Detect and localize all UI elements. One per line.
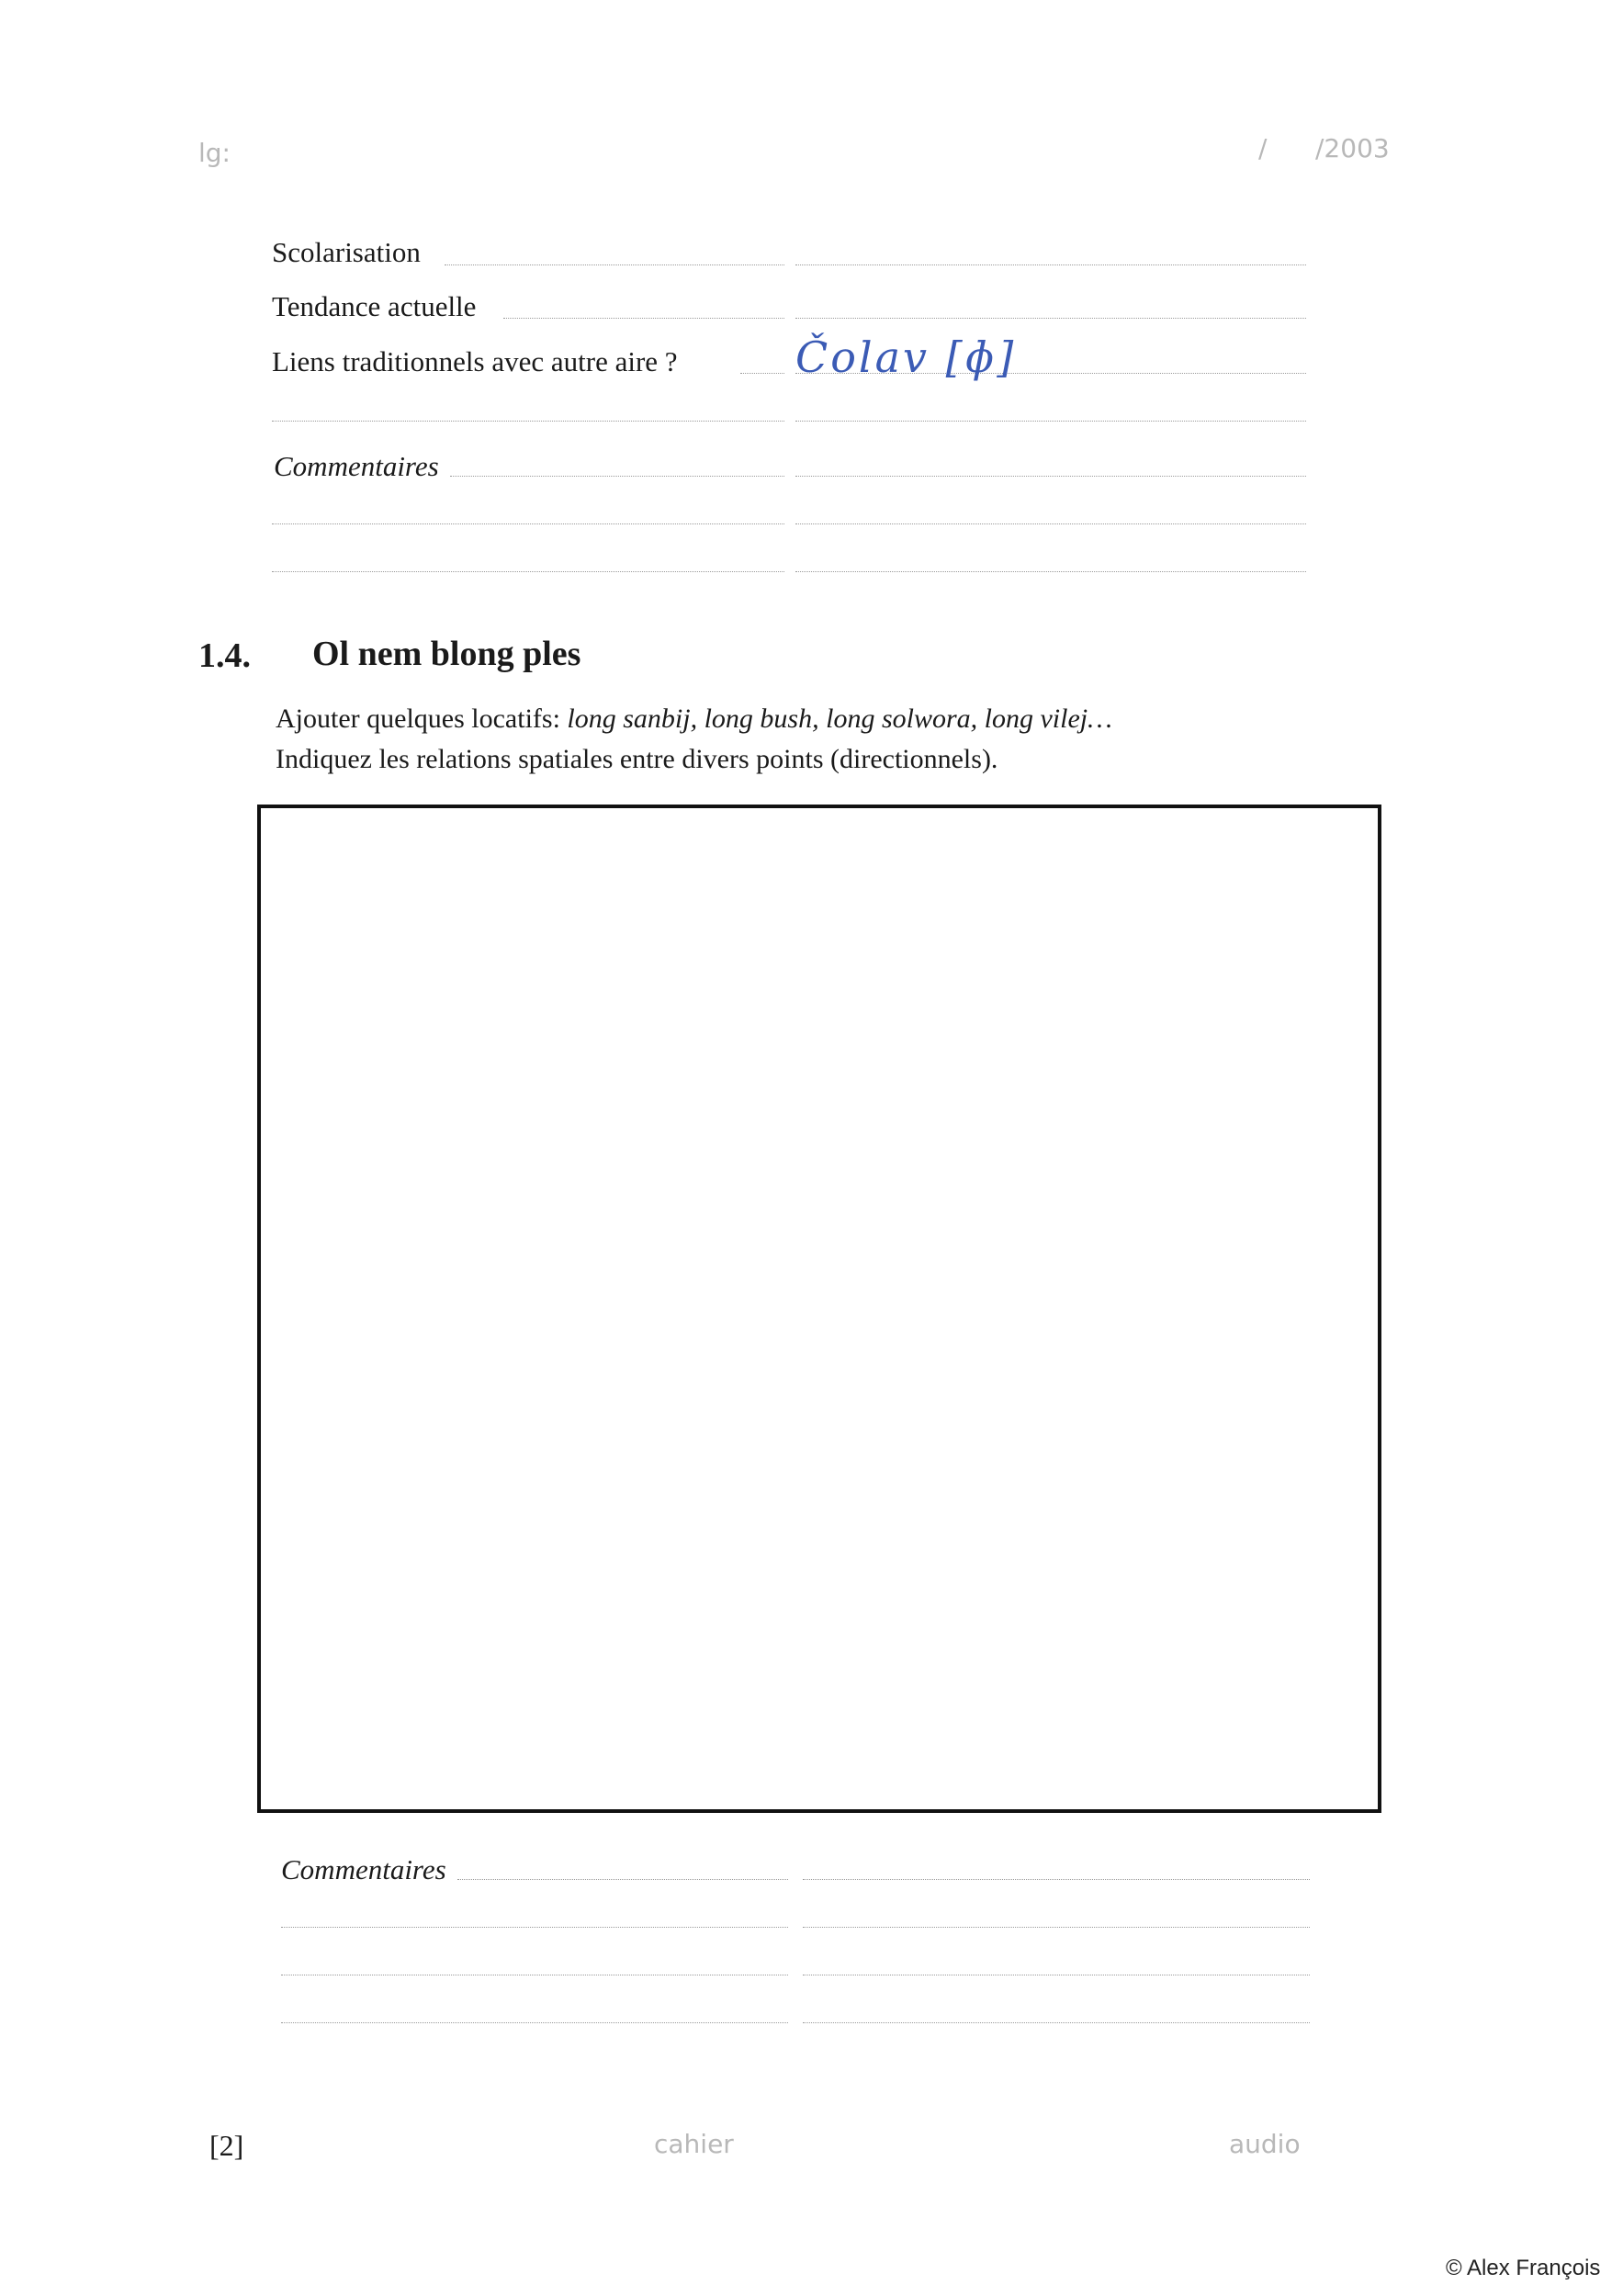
bottom-commentaires-line-8[interactable]: [803, 2022, 1310, 2023]
footer-audio: audio: [1229, 2129, 1301, 2159]
bottom-commentaires-line-1[interactable]: [457, 1879, 788, 1880]
commentaires-line-5[interactable]: [272, 571, 784, 572]
copyright-notice: © Alex François: [1446, 2256, 1601, 2280]
scolarisation-line-2[interactable]: [795, 264, 1306, 265]
tendance-line-2[interactable]: [795, 318, 1306, 319]
bottom-commentaires-line-2[interactable]: [803, 1879, 1310, 1880]
instruction-line-2: Indiquez les relations spatiales entre divers points (directionnels).: [276, 744, 998, 774]
bottom-commentaires-line-3[interactable]: [281, 1927, 788, 1928]
instruction-examples: long sanbij, long bush, long solwora, long vilej…: [567, 703, 1112, 734]
section-number: 1.4.: [198, 636, 251, 675]
commentaires-line-4[interactable]: [795, 523, 1306, 524]
language-tag: lg:: [198, 138, 231, 168]
section-title: Ol nem blong ples: [312, 635, 581, 673]
instruction-prefix: Ajouter quelques locatifs:: [276, 703, 568, 734]
page-number: [2]: [209, 2129, 244, 2162]
liens-extra-line-2[interactable]: [795, 421, 1306, 422]
commentaires-line-2[interactable]: [795, 476, 1306, 477]
bottom-commentaires-line-7[interactable]: [281, 2022, 788, 2023]
liens-label: Liens traditionnels avec autre aire ?: [272, 345, 678, 377]
date-slash: /: [1258, 133, 1268, 163]
tendance-line-1[interactable]: [503, 318, 784, 319]
commentaires-line-3[interactable]: [272, 523, 784, 524]
liens-extra-line-1[interactable]: [272, 421, 784, 422]
footer-cahier: cahier: [654, 2129, 734, 2159]
tendance-label: Tendance actuelle: [272, 290, 477, 322]
liens-handwritten-answer: Čolav [ɸ]: [795, 332, 1017, 382]
bottom-commentaires-line-4[interactable]: [803, 1927, 1310, 1928]
commentaires-label: Commentaires: [274, 450, 439, 482]
bottom-commentaires-label: Commentaires: [281, 1853, 446, 1885]
commentaires-line-1[interactable]: [450, 476, 784, 477]
date-year: /2003: [1315, 133, 1390, 163]
commentaires-line-6[interactable]: [795, 571, 1306, 572]
instruction-line-1: [276, 703, 1112, 735]
scolarisation-line-1[interactable]: [445, 264, 784, 265]
liens-line-1[interactable]: [740, 373, 784, 374]
map-drawing-box[interactable]: [257, 805, 1381, 1813]
scolarisation-label: Scolarisation: [272, 236, 421, 268]
